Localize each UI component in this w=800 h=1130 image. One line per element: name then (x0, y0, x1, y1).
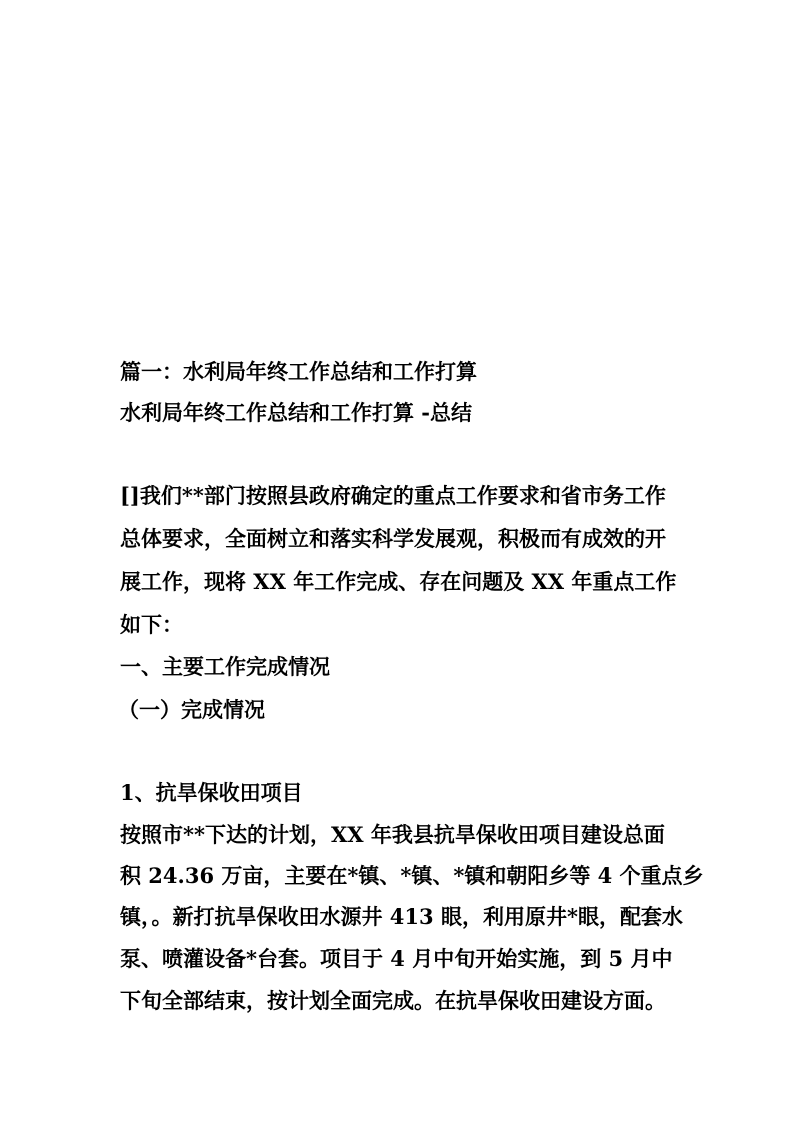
subsection-heading: （一）完成情况 (118, 697, 265, 722)
intro-line: 展工作，现将 XX 年工作完成、存在问题及 XX 年重点工作 (120, 569, 677, 594)
item-line: 镇，。新打抗旱保收田水源井 413 眼，利用原井*眼，配套水 (120, 904, 683, 929)
item-line: 下旬全部结束，按计划全面完成。在抗旱保收田建设方面。 (120, 988, 666, 1013)
section-heading: 一、主要工作完成情况 (120, 654, 330, 679)
item-line: 按照市**下达的计划，XX 年我县抗旱保收田项目建设总面 (120, 822, 665, 847)
item-line: 泵、喷灌设备*台套。项目于 4 月中旬开始实施，到 5 月中 (120, 946, 673, 971)
item-heading: 1、抗旱保收田项目 (120, 780, 303, 805)
document-subtitle: 水利局年终工作总结和工作打算 -总结 (120, 400, 473, 425)
document-title: 篇一：水利局年终工作总结和工作打算 (120, 359, 477, 384)
intro-line: 如下： (120, 612, 183, 637)
intro-line: 总体要求，全面树立和落实科学发展观，积极而有成效的开 (120, 526, 666, 551)
intro-line: []我们**部门按照县政府确定的重点工作要求和省市务工作 (120, 483, 666, 508)
item-line: 积 24.36 万亩，主要在*镇、*镇、*镇和朝阳乡等 4 个重点乡 (120, 863, 704, 888)
